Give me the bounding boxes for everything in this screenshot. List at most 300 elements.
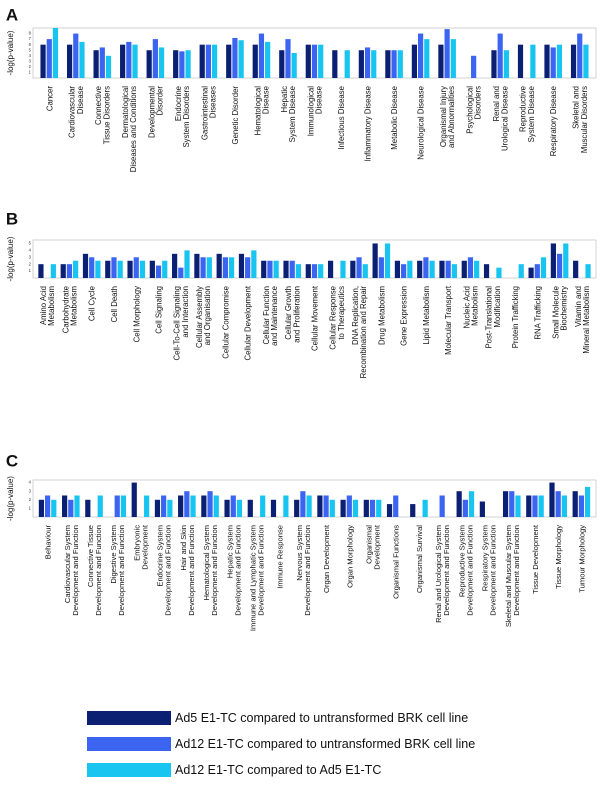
bar	[401, 264, 406, 278]
bar	[167, 500, 172, 517]
bar	[62, 495, 67, 517]
x-tick-label	[337, 86, 346, 150]
x-tick-label-line: Inflammatory Disease	[363, 86, 373, 162]
bar	[74, 495, 79, 517]
x-tick-label	[195, 286, 212, 348]
x-tick-label	[231, 86, 240, 145]
y-tick-label: 8	[28, 30, 31, 36]
bar	[267, 261, 272, 278]
bar	[95, 261, 100, 278]
x-tick-label-line: Reproductive System	[457, 525, 467, 598]
bar	[106, 56, 111, 78]
bar	[370, 500, 375, 517]
bar	[328, 261, 333, 278]
x-tick-label-line: Muscular Disorders	[579, 86, 589, 154]
legend-item-ad12-vs-ad5	[87, 762, 381, 778]
x-tick-label-line: Amino Acid	[39, 286, 49, 326]
bar	[140, 261, 145, 278]
bar	[480, 502, 485, 517]
x-tick-label-line: DNA Replication,	[350, 286, 360, 345]
x-tick-label-line: Cell Cycle	[87, 286, 97, 322]
bar	[359, 50, 364, 78]
bar	[61, 264, 66, 278]
bar	[265, 42, 270, 78]
bar	[229, 257, 234, 278]
y-tick-label: 2	[28, 261, 31, 267]
x-tick-label-line: Drug Metabolism	[377, 286, 387, 345]
x-tick-label-line: Cell Morphology	[132, 286, 142, 343]
bar	[201, 495, 206, 517]
x-tick-label	[485, 286, 502, 349]
x-tick-label-line: Cell Signaling	[154, 286, 164, 334]
x-tick-label	[551, 286, 568, 339]
x-tick-label	[156, 525, 173, 616]
x-tick-label-line: Cell-To-Cell Signaling	[172, 286, 182, 361]
bar	[156, 266, 161, 278]
x-tick-label-line: Hair and Skin	[178, 525, 188, 571]
x-tick-label-line: Metabolism	[69, 286, 79, 326]
x-tick-label	[68, 86, 85, 138]
bar	[296, 264, 301, 278]
y-tick-label: 4	[28, 479, 31, 485]
y-tick-label: 4	[28, 247, 31, 253]
bar	[292, 53, 297, 78]
panel-letter: A	[5, 5, 19, 25]
x-tick-label	[365, 524, 382, 570]
x-tick-label-line: Tissue Development	[530, 525, 540, 594]
x-tick-label-line: Endocrine System	[155, 525, 165, 587]
bar	[330, 500, 335, 517]
bar	[98, 495, 103, 517]
x-tick-label-line: to Therapeutics	[336, 286, 346, 340]
x-tick-label-line: Molecular Transport	[444, 286, 454, 355]
x-tick-label-line: Development and Function	[233, 525, 243, 616]
bar	[484, 264, 489, 278]
bar	[172, 254, 177, 278]
bar	[79, 42, 84, 78]
x-tick-label	[390, 86, 399, 150]
bar	[245, 257, 250, 278]
x-tick-label	[306, 86, 323, 137]
bar	[53, 28, 58, 78]
y-tick-label: 7	[28, 36, 31, 42]
x-tick-label-line: System Disease	[288, 86, 298, 143]
bar	[529, 268, 534, 278]
bar	[38, 264, 43, 278]
bar	[452, 264, 457, 278]
bar	[115, 495, 120, 517]
x-tick-label-line: RNA Trafficking	[533, 286, 543, 340]
bar	[583, 45, 588, 78]
bar	[471, 56, 476, 78]
x-tick-label	[549, 86, 558, 156]
x-tick-label	[577, 525, 586, 593]
x-tick-label-line: Biochemistry	[559, 286, 569, 331]
bar	[353, 500, 358, 517]
x-tick-label	[244, 285, 253, 360]
bar	[223, 257, 228, 278]
chart-panel-b	[6, 209, 596, 378]
bar	[424, 39, 429, 78]
y-tick-label: 4	[28, 52, 31, 58]
x-tick-label-line: Genetic Disorder	[230, 86, 240, 145]
bar	[239, 254, 244, 278]
x-tick-label	[173, 286, 190, 361]
bar	[153, 39, 158, 78]
bar	[462, 261, 467, 278]
x-tick-label	[422, 286, 431, 345]
bar	[100, 47, 105, 78]
bar	[519, 264, 524, 278]
x-tick-label-line: Organismal Survival	[414, 525, 424, 593]
x-tick-label-line: Cancer	[45, 86, 55, 112]
bar	[423, 257, 428, 278]
x-tick-label-line: Connective Tissue	[86, 525, 96, 588]
bar	[365, 47, 370, 78]
bar	[127, 261, 132, 278]
bar	[248, 500, 253, 517]
x-tick-label	[248, 525, 265, 631]
x-tick-label	[462, 286, 479, 328]
y-tick-label: 5	[28, 47, 31, 53]
x-tick-label-line: Hematological	[253, 86, 263, 136]
x-tick-label	[439, 86, 456, 148]
x-tick-label-line: Modification	[492, 286, 502, 328]
x-tick-label-line: Disease	[261, 86, 271, 115]
bar	[118, 261, 123, 278]
y-tick-label: 5	[28, 240, 31, 246]
bar	[541, 257, 546, 278]
x-tick-label-line: Tissue Disorders	[102, 86, 112, 145]
bar	[585, 487, 590, 517]
x-tick-label-line: Development and Function	[70, 525, 80, 616]
x-tick-label-line: and Organisation	[203, 286, 213, 346]
x-tick-label-line: Embryonic	[132, 525, 142, 561]
x-tick-label	[295, 525, 312, 616]
x-tick-label	[504, 525, 521, 627]
x-tick-label-line: Endocrine	[173, 86, 183, 122]
bar	[214, 495, 219, 517]
x-tick-label-line: Cardiovascular System	[62, 525, 72, 604]
bar	[557, 254, 562, 278]
bar	[491, 50, 496, 78]
bar	[515, 495, 520, 517]
x-tick-label-line: Metabolism	[47, 286, 57, 326]
bar	[159, 47, 164, 78]
bar	[261, 261, 266, 278]
x-tick-label	[457, 525, 474, 616]
y-tick-label: 3	[28, 488, 31, 494]
bar	[251, 250, 256, 278]
x-tick-label-line: Post-Translational	[484, 286, 494, 349]
bar	[509, 491, 514, 517]
x-tick-label	[481, 525, 498, 616]
bar	[385, 50, 390, 78]
x-tick-label	[94, 86, 111, 144]
x-tick-label-line: Nervous System	[294, 525, 304, 581]
x-tick-label	[121, 86, 138, 173]
bar	[51, 500, 56, 517]
bar	[371, 50, 376, 78]
bar	[206, 45, 211, 78]
x-tick-label	[61, 286, 78, 333]
bar	[504, 50, 509, 78]
bar	[307, 495, 312, 517]
x-tick-label-line: System Disorders	[181, 86, 191, 148]
bar	[217, 254, 222, 278]
x-tick-label	[132, 286, 141, 342]
x-tick-label	[253, 86, 270, 136]
bar	[239, 40, 244, 78]
x-tick-label-line: Disease	[75, 86, 85, 115]
bar	[207, 491, 212, 517]
panel-letter: B	[5, 209, 19, 229]
bar	[496, 268, 501, 278]
x-tick-label	[179, 525, 196, 616]
y-tick-label: 3	[28, 254, 31, 260]
x-tick-label-line: Cellular Compromise	[221, 286, 231, 359]
bar	[573, 261, 578, 278]
x-tick-label	[415, 525, 424, 593]
x-tick-label-line: Developmental	[147, 86, 157, 139]
x-tick-label-line: Infectious Disease	[337, 86, 347, 150]
bar	[469, 491, 474, 517]
y-tick-label: 1	[28, 69, 31, 75]
bar	[105, 261, 110, 278]
bar	[83, 254, 88, 278]
y-tick-label: 2	[28, 496, 31, 502]
bar	[393, 495, 398, 517]
x-tick-label-line: Psychological	[465, 86, 475, 134]
bar	[259, 34, 264, 78]
bar	[563, 243, 568, 278]
x-tick-label	[533, 286, 542, 340]
bar	[306, 45, 311, 78]
x-tick-label-line: Development and Function	[302, 525, 312, 616]
bar	[39, 500, 44, 517]
bar	[518, 45, 523, 78]
bar	[212, 45, 217, 78]
legend-label-ad5-vs-brk: Ad5 E1-TC compared to untransformed BRK cell line	[175, 711, 469, 725]
x-tick-label	[86, 525, 103, 616]
x-tick-label-line: Gene Expression	[399, 286, 409, 346]
bar	[126, 42, 131, 78]
bar	[45, 495, 50, 517]
x-tick-label-line: Organismal Functions	[391, 525, 401, 599]
x-tick-label	[364, 86, 373, 161]
y-tick-label: 6	[28, 41, 31, 47]
x-tick-label-line: and Proliferation	[292, 286, 302, 343]
bar	[398, 50, 403, 78]
x-tick-label	[221, 286, 230, 359]
bar	[418, 34, 423, 78]
bar	[184, 491, 189, 517]
bar	[231, 495, 236, 517]
x-tick-label-line: Tumour Morphology	[577, 525, 587, 593]
x-tick-label-line: Disorder	[155, 86, 165, 116]
x-tick-label-line: Development and Function	[186, 525, 196, 616]
bar	[345, 50, 350, 78]
x-tick-label-line: Cellular Movement	[310, 286, 320, 351]
bar	[274, 261, 279, 278]
x-tick-label-line: Immunological	[306, 86, 316, 137]
x-tick-label-line: Organismal	[364, 525, 374, 564]
bar	[438, 45, 443, 78]
x-tick-label	[276, 525, 285, 589]
x-tick-label-line: Metabolic Disease	[390, 86, 400, 150]
x-tick-label	[280, 86, 297, 142]
bar	[551, 47, 556, 78]
x-tick-label-line: Protein Trafficking	[511, 286, 521, 349]
bar	[557, 45, 562, 78]
bar	[451, 39, 456, 78]
legend-item-ad5-vs-brk	[87, 710, 468, 726]
x-tick-label-line: Organ Development	[322, 525, 332, 593]
bar	[111, 257, 116, 278]
x-tick-label-line: Cellular Development	[243, 286, 253, 361]
bar	[445, 29, 450, 78]
bar	[318, 264, 323, 278]
bar	[363, 264, 368, 278]
x-tick-label	[88, 286, 97, 321]
x-tick-label-line: Hematological System	[202, 525, 212, 601]
x-tick-label-line: Development	[372, 525, 382, 570]
bar	[51, 264, 56, 278]
bar	[120, 45, 125, 78]
x-tick-label	[351, 286, 368, 379]
x-tick-label	[434, 525, 451, 623]
x-tick-label-line: Immune Response	[275, 525, 285, 589]
bar	[347, 495, 352, 517]
x-tick-label-line: Metabolism	[470, 286, 480, 326]
bar	[178, 495, 183, 517]
x-tick-label-line: Renal and	[492, 86, 502, 122]
bar	[312, 264, 317, 278]
x-tick-label	[392, 525, 401, 599]
bar	[340, 261, 345, 278]
bar	[285, 39, 290, 78]
bar	[430, 261, 435, 278]
x-tick-label-line: Tissue Morphology	[554, 525, 564, 589]
bar	[364, 500, 369, 517]
bar	[232, 38, 237, 78]
bar	[544, 45, 549, 78]
x-tick-label-line: Disorders	[473, 86, 483, 120]
x-tick-label-line: Gastrointestinal	[200, 86, 210, 141]
x-tick-label-line: Small Molecule	[551, 286, 561, 339]
bar	[194, 254, 199, 278]
bar	[532, 495, 537, 517]
legend-swatch-ad12-vs-brk	[87, 737, 171, 751]
bar	[468, 257, 473, 278]
bar	[385, 243, 390, 278]
bar	[318, 45, 323, 78]
bar	[332, 50, 337, 78]
x-tick-label-line: and Abnormalities	[447, 86, 457, 148]
bar	[201, 257, 206, 278]
x-tick-label	[63, 525, 80, 616]
bar	[134, 257, 139, 278]
bar	[579, 495, 584, 517]
bar	[376, 500, 381, 517]
x-tick-label	[225, 525, 242, 616]
x-tick-label-line: Hepatic	[279, 86, 289, 113]
x-tick-label-line: Hepatic System	[225, 525, 235, 579]
bar	[503, 491, 508, 517]
chart-panel-a	[6, 5, 596, 172]
bar	[294, 500, 299, 517]
bar	[539, 495, 544, 517]
bar	[237, 500, 242, 517]
bar	[67, 45, 72, 78]
legend-item-ad12-vs-brk	[87, 736, 475, 752]
x-tick-label	[45, 86, 54, 112]
x-tick-label	[531, 524, 540, 594]
bar	[290, 261, 295, 278]
x-tick-label	[39, 286, 56, 326]
bar	[457, 491, 462, 517]
x-tick-label-line: Cellular Assembly	[195, 286, 205, 348]
bar	[306, 264, 311, 278]
bar	[89, 257, 94, 278]
x-tick-label-line: Development and Function	[256, 525, 266, 616]
x-tick-label-line: Lipid Metabolism	[421, 286, 431, 345]
x-tick-label	[155, 286, 164, 334]
x-tick-label-line: Carbohydrate	[61, 286, 71, 334]
x-tick-label-line: Respiratory System	[480, 525, 490, 592]
bar	[585, 264, 590, 278]
bar	[535, 264, 540, 278]
bar	[350, 261, 355, 278]
bar	[85, 500, 90, 517]
x-tick-label-line: Development and Function	[163, 525, 173, 616]
x-tick-label-line: Immune and Lymphatic System	[248, 525, 258, 632]
y-axis-label: -log(p-value)	[6, 236, 15, 282]
legend-label-ad12-vs-brk: Ad12 E1-TC compared to untransformed BRK cell line	[175, 737, 476, 751]
bar	[556, 491, 561, 517]
x-tick-label	[174, 86, 191, 148]
x-tick-label-line: Cellular Growth	[284, 286, 294, 340]
bar	[190, 495, 195, 517]
bar	[144, 495, 149, 517]
bar	[279, 50, 284, 78]
bar	[283, 261, 288, 278]
bar	[185, 50, 190, 78]
x-tick-label	[110, 286, 119, 322]
bar	[226, 45, 231, 78]
legend	[0, 700, 600, 786]
x-tick-label-line: Cardiovascular	[67, 86, 77, 139]
bar	[341, 500, 346, 517]
legend-label-ad12-vs-ad5: Ad12 E1-TC compared to Ad5 E1-TC	[175, 763, 382, 777]
bar	[94, 50, 99, 78]
bar	[551, 243, 556, 278]
x-tick-label-line: Behaviour	[43, 525, 53, 560]
bar	[179, 51, 184, 78]
x-tick-label-line: Development and Function	[210, 525, 220, 616]
x-tick-label	[147, 86, 164, 138]
x-tick-label-line: Development and Function	[117, 525, 127, 616]
bar	[161, 495, 166, 517]
bar	[395, 261, 400, 278]
y-tick-label: 3	[28, 58, 31, 64]
bar	[573, 491, 578, 517]
bar	[121, 495, 126, 517]
bar	[379, 257, 384, 278]
x-tick-label-line: Vitamin and	[573, 286, 583, 328]
x-tick-label-line: Digestive System	[109, 525, 119, 584]
x-tick-label-line: Skeletal and	[571, 86, 581, 129]
